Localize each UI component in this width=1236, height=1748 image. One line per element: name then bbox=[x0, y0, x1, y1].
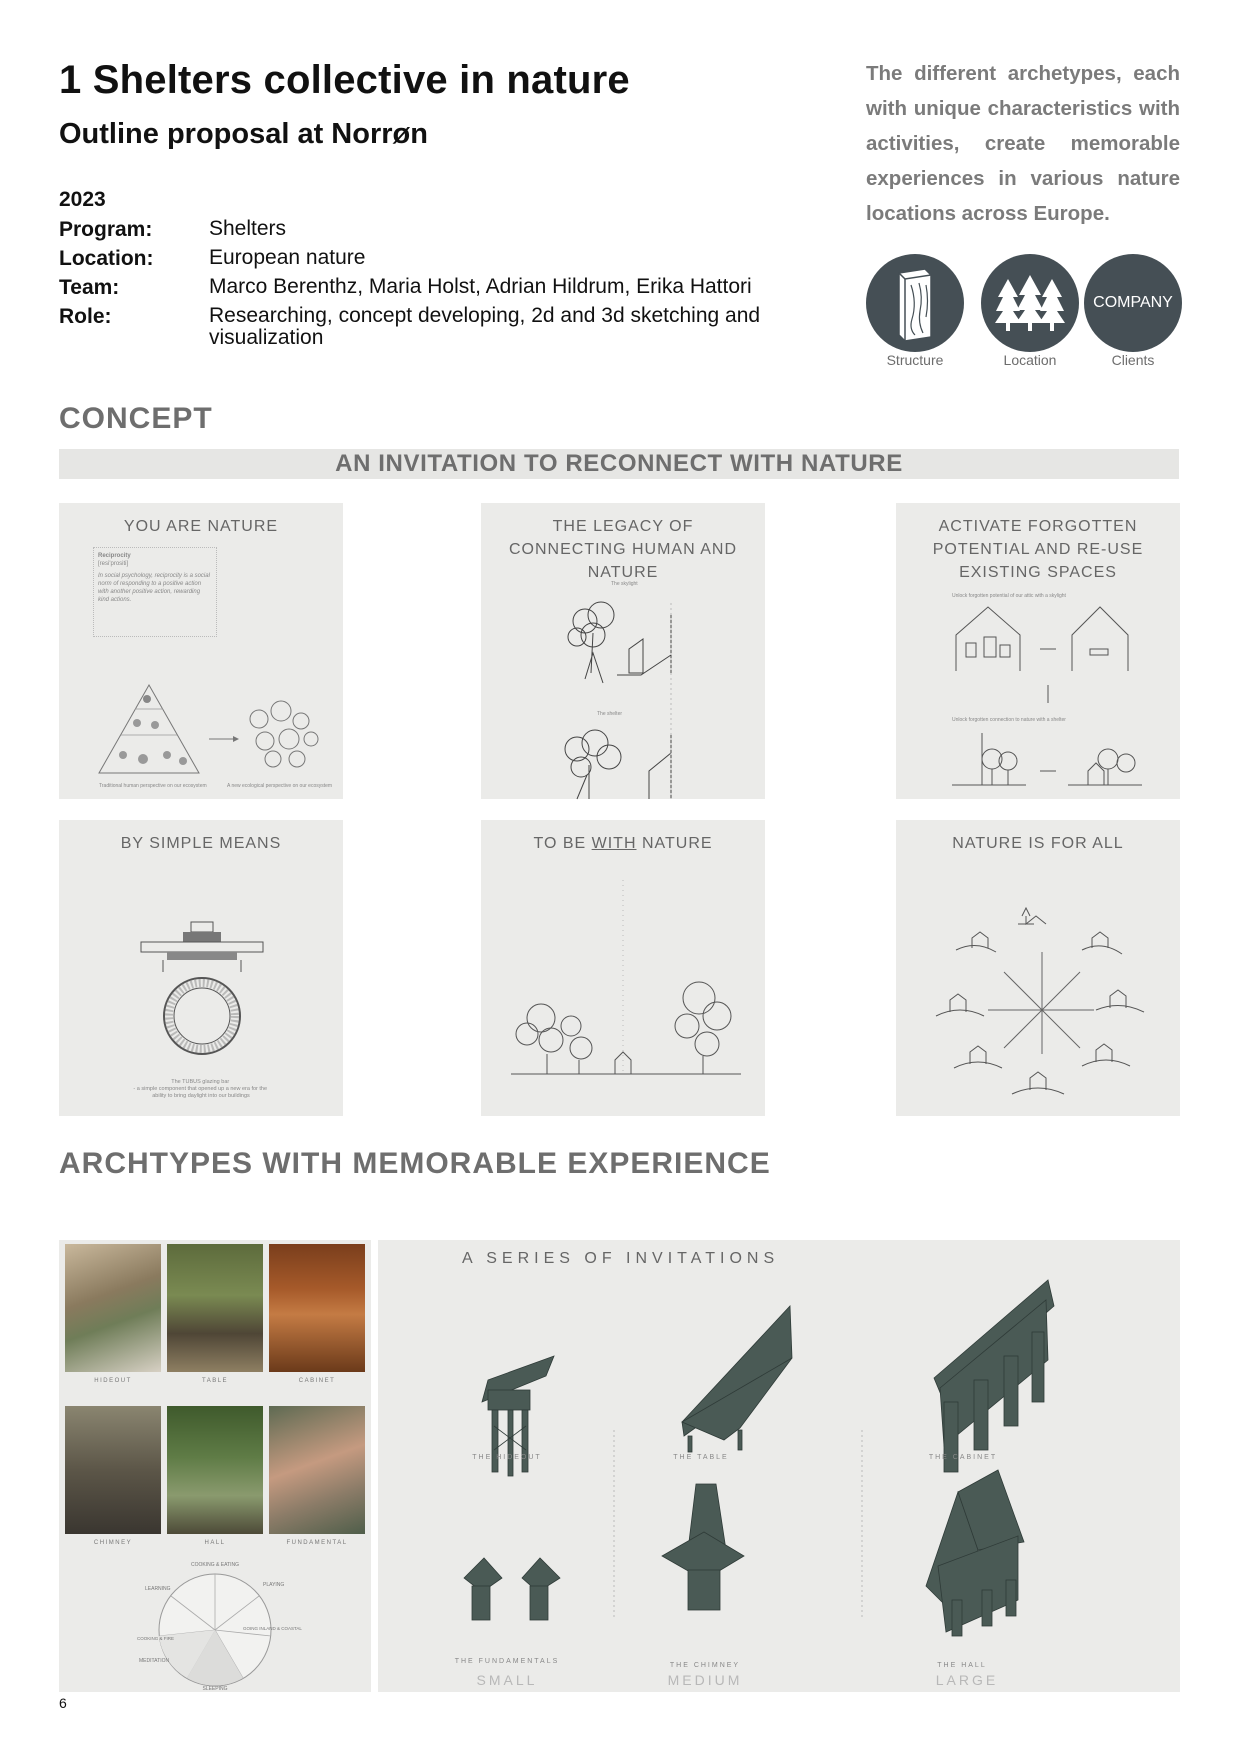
title-pre: TO BE bbox=[533, 835, 592, 852]
series-board bbox=[378, 1240, 1180, 1692]
badge-label: Location bbox=[1003, 352, 1057, 368]
concept-heading: CONCEPT bbox=[59, 402, 213, 435]
glazing-bar-sketch bbox=[59, 820, 343, 1116]
concept-panel-with-nature bbox=[481, 820, 765, 1116]
meta-value: European nature bbox=[209, 246, 366, 269]
concept-panel-legacy bbox=[481, 503, 765, 799]
panel-title: BY SIMPLE MEANS bbox=[120, 835, 282, 852]
photo-fundamental bbox=[269, 1406, 365, 1534]
wheel-label: PLAYING bbox=[263, 1582, 285, 1588]
panel-title: YOU ARE NATURE bbox=[123, 518, 279, 535]
concept-panel-simple-means bbox=[59, 820, 343, 1116]
wheel-label: MEDITATION bbox=[139, 1658, 170, 1664]
wheel-label: LEARNING bbox=[145, 1586, 171, 1592]
page-title: 1 Shelters collective in nature bbox=[59, 58, 630, 102]
caption-top: The skylight bbox=[611, 581, 638, 587]
size-label-medium: MEDIUM bbox=[667, 1672, 743, 1688]
meta-key: Location: bbox=[59, 247, 154, 270]
caption-line-3: ability to bring daylight into our buildings bbox=[152, 1093, 250, 1099]
archetype-label: THE TABLE bbox=[673, 1454, 729, 1461]
archetype-label: THE HALL bbox=[937, 1662, 987, 1669]
badge-label: Structure bbox=[886, 352, 944, 368]
meta-key: Team: bbox=[59, 276, 120, 299]
wheel-label: COOKING & EATING bbox=[191, 1562, 239, 1568]
photo-label: CHIMNEY bbox=[93, 1540, 133, 1546]
photo-label: CABINET bbox=[298, 1378, 336, 1384]
project-year: 2023 bbox=[59, 188, 106, 211]
archetypes-heading: ARCHTYPES WITH MEMORABLE EXPERIENCE bbox=[59, 1147, 771, 1180]
concept-banner: AN INVITATION TO RECONNECT WITH NATURE bbox=[59, 449, 1179, 479]
activity-wheel bbox=[135, 1558, 302, 1692]
meta-value: Shelters bbox=[209, 217, 287, 240]
photo-cabinet bbox=[269, 1244, 365, 1372]
structure-badge bbox=[866, 254, 964, 352]
concept-panel-activate bbox=[896, 503, 1180, 799]
wood-block-icon bbox=[885, 263, 945, 343]
meta-program bbox=[59, 218, 779, 242]
concept-panel-for-all bbox=[896, 820, 1180, 1116]
photo-label: HALL bbox=[204, 1540, 226, 1546]
photo-label: TABLE bbox=[201, 1378, 229, 1384]
caption-bottom: The shelter bbox=[597, 711, 623, 717]
forest-section-sketch bbox=[481, 820, 765, 1116]
panel-title: NATURE IS FOR ALL bbox=[952, 835, 1124, 852]
photo-board bbox=[59, 1240, 371, 1692]
series-title: A SERIES OF INVITATIONS bbox=[462, 1250, 780, 1267]
archetype-label: THE HIDEOUT bbox=[472, 1454, 542, 1461]
archetype-label: THE CABINET bbox=[928, 1454, 998, 1461]
caption bbox=[133, 1079, 268, 1099]
model-fundamentals bbox=[464, 1558, 560, 1620]
meta-key: Role: bbox=[59, 305, 112, 328]
archetype-label: THE FUNDAMENTALS bbox=[454, 1658, 560, 1665]
photo-hideout bbox=[65, 1244, 161, 1372]
caption-right: A new ecological perspective on our ecosystem bbox=[227, 783, 333, 789]
size-label-small: SMALL bbox=[476, 1672, 538, 1688]
page-number: 6 bbox=[59, 1695, 67, 1711]
clients-badge: COMPANY bbox=[1084, 254, 1182, 352]
photo-label: FUNDAMENTAL bbox=[286, 1540, 348, 1546]
photo-chimney bbox=[65, 1406, 161, 1534]
meta-value: Researching, concept developing, 2d and 3d sketching and visualization bbox=[209, 304, 761, 349]
pine-trees-icon bbox=[994, 273, 1066, 333]
panel-title: ACTIVATE FORGOTTEN POTENTIAL AND RE-USE EXISTING SPACES bbox=[932, 518, 1144, 581]
title-post: NATURE bbox=[636, 835, 713, 852]
ecosystem-sketch bbox=[59, 503, 343, 799]
caption-bottom: Unlock forgotten connection to nature with a shelter bbox=[952, 717, 1066, 723]
note-title: Reciprocity bbox=[98, 553, 131, 559]
wheel-label: SLEEPING bbox=[202, 1686, 228, 1692]
page-subtitle: Outline proposal at Norrøn bbox=[59, 118, 428, 150]
panel-title: THE LEGACY OF CONNECTING HUMAN AND NATURE bbox=[508, 518, 737, 581]
note-body: In social psychology, reciprocity is a social norm of responding to a positive action with another positive action, rewarding kind actions. bbox=[98, 573, 210, 603]
attic-reuse-sketch bbox=[896, 503, 1180, 799]
caption-line-1: The TUBUS glazing bar bbox=[171, 1079, 230, 1085]
badge-label: Clients bbox=[1111, 352, 1155, 368]
meta-team bbox=[59, 276, 779, 300]
photo-label: HIDEOUT bbox=[94, 1378, 132, 1384]
radial-landscapes-sketch bbox=[896, 820, 1180, 1116]
wheel-label: COOKING & FIRE bbox=[137, 1636, 175, 1641]
caption-line-2: - a simple component that opened up a new era for the bbox=[133, 1086, 268, 1092]
location-badge bbox=[981, 254, 1079, 352]
wheel-label: GOING INLAND & COASTAL bbox=[243, 1626, 302, 1631]
note-phonetic: [resi'prositi] bbox=[98, 561, 129, 567]
concept-panel-you-are-nature bbox=[59, 503, 343, 799]
archetype-label: THE CHIMNEY bbox=[669, 1662, 741, 1669]
model-table bbox=[682, 1306, 792, 1452]
model-chimney bbox=[662, 1484, 744, 1610]
photo-hall bbox=[167, 1406, 263, 1534]
meta-value: Marco Berenthz, Maria Holst, Adrian Hildrum, Erika Hattori bbox=[209, 275, 752, 298]
meta-key: Program: bbox=[59, 218, 153, 241]
caption-top: Unlock forgotten potential of our attic with a skylight bbox=[952, 593, 1066, 599]
meta-role bbox=[59, 305, 779, 349]
size-label-large: LARGE bbox=[935, 1672, 999, 1688]
archetype-models bbox=[378, 1240, 1180, 1692]
intro-text: The different archetypes, each with unique characteristics with activities, create memorable experiences in various nature locations across Europe. bbox=[866, 62, 1180, 225]
photo-table bbox=[167, 1244, 263, 1372]
model-hall bbox=[926, 1470, 1024, 1636]
model-cabinet bbox=[934, 1280, 1054, 1472]
meta-location bbox=[59, 247, 779, 271]
skylight-shelter-sketch bbox=[481, 503, 765, 799]
caption-left: Traditional human perspective on our ecosystem bbox=[99, 783, 207, 789]
title-emph: WITH bbox=[591, 835, 637, 852]
